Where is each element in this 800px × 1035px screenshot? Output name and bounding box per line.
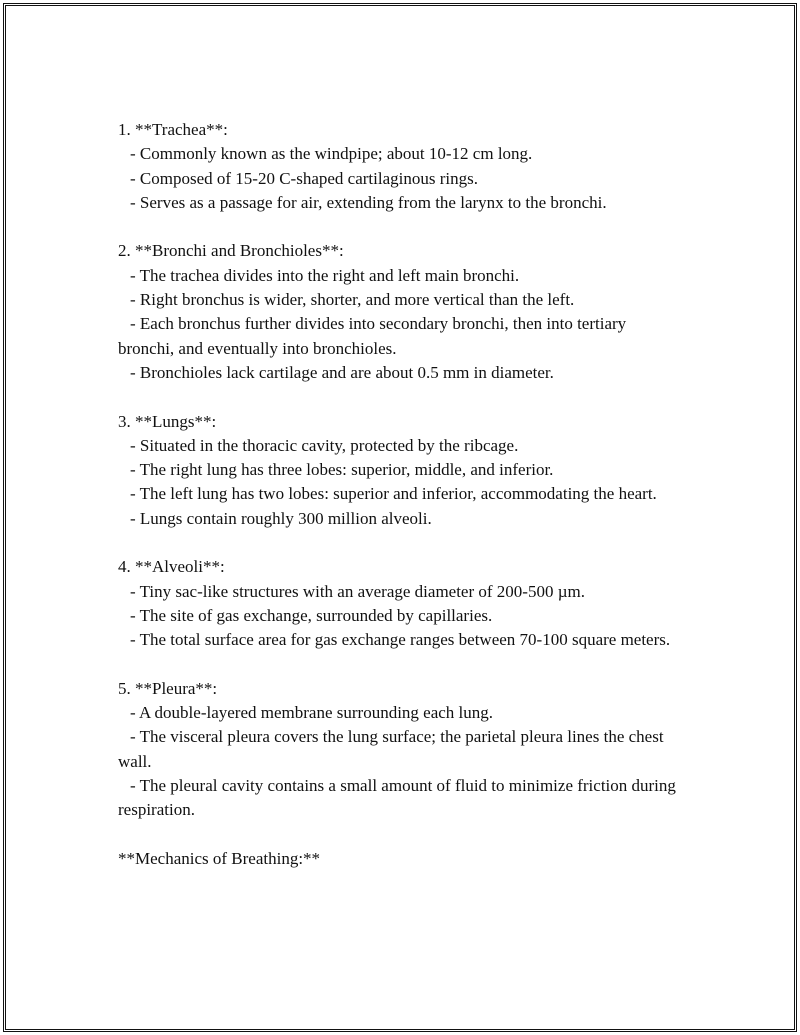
list-item: - The site of gas exchange, surrounded by capillaries.	[130, 605, 493, 625]
list-item: - The visceral pleura covers the lung surface; the parietal pleura lines the chest wall.	[118, 727, 664, 771]
list-item: - A double-layered membrane surrounding each lung.	[130, 703, 494, 723]
section-heading: 3. **Lungs**:	[118, 411, 217, 431]
list-item: - Lungs contain roughly 300 million alveoli.	[130, 508, 432, 528]
section-bronchi	[118, 239, 678, 385]
list-item: - The left lung has two lobes: superior and inferior, accommodating the heart.	[130, 484, 657, 504]
list-item: - Tiny sac-like structures with an average diameter of 200-500 µm.	[130, 581, 585, 601]
list-item: - Bronchioles lack cartilage and are about 0.5 mm in diameter.	[130, 362, 554, 382]
section-trachea	[118, 118, 678, 215]
list-item: - The pleural cavity contains a small amount of fluid to minimize friction during respiration.	[118, 776, 676, 820]
list-item: - Right bronchus is wider, shorter, and more vertical than the left.	[130, 290, 575, 310]
list-item: - Commonly known as the windpipe; about 10-12 cm long.	[130, 144, 533, 164]
section-heading: 5. **Pleura**:	[118, 678, 218, 698]
section-heading: 1. **Trachea**:	[118, 120, 228, 139]
section-heading: 4. **Alveoli**:	[118, 557, 225, 577]
section-alveoli	[118, 555, 678, 652]
section-lungs	[118, 410, 678, 531]
mechanics-heading: **Mechanics of Breathing:**	[118, 848, 321, 868]
document-body	[118, 118, 678, 871]
list-item: - The trachea divides into the right and left main bronchi.	[130, 265, 520, 285]
list-item: - Situated in the thoracic cavity, protected by the ribcage.	[130, 435, 519, 455]
list-item: - The right lung has three lobes: superior, middle, and inferior.	[130, 460, 554, 480]
section-heading: 2. **Bronchi and Bronchioles**:	[118, 241, 344, 261]
list-item: - Composed of 15-20 C-shaped cartilaginous rings.	[130, 168, 478, 188]
list-item: - Each bronchus further divides into secondary bronchi, then into tertiary bronchi, and eventually into bronchioles.	[118, 314, 627, 358]
list-item: - Serves as a passage for air, extending from the larynx to the bronchi.	[130, 192, 607, 212]
section-pleura	[118, 677, 678, 823]
list-item: - The total surface area for gas exchange ranges between 70-100 square meters.	[130, 630, 671, 650]
